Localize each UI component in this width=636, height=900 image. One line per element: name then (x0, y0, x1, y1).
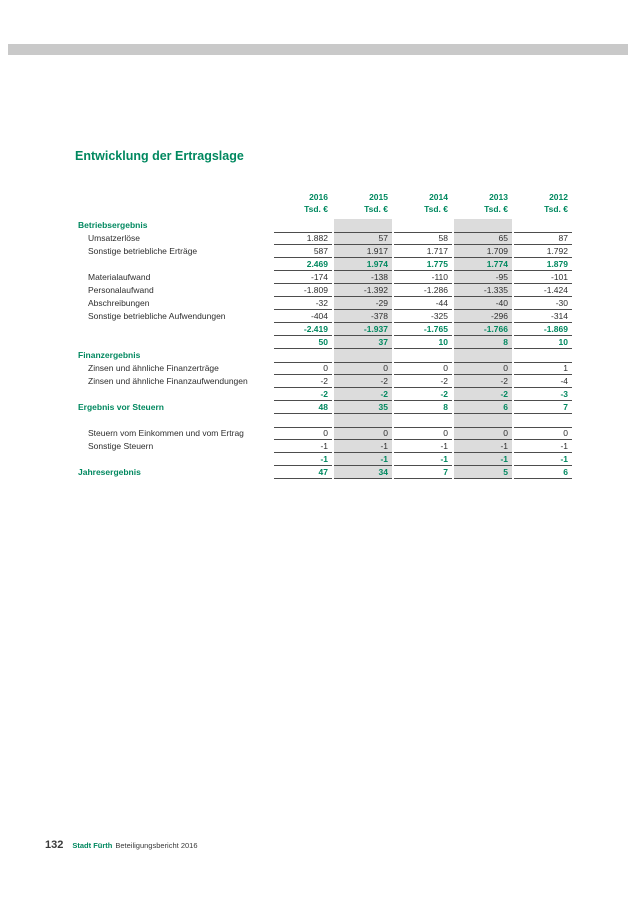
value-cell: 6 (514, 466, 572, 479)
row-label: Abschreibungen (88, 298, 150, 309)
value-cell: -1.424 (514, 284, 572, 297)
table-row (78, 349, 572, 362)
value-cell: 34 (334, 466, 392, 479)
page-title: Entwicklung der Ertragslage (75, 149, 244, 163)
row-label: Sonstige betriebliche Aufwendungen (88, 311, 226, 322)
value-cell: 0 (394, 427, 452, 440)
value-cell: 2.469 (274, 258, 332, 271)
value-cell: 0 (454, 427, 512, 440)
row-label-empty (78, 258, 272, 271)
table-row (78, 362, 572, 375)
year-header: 2015 (369, 191, 388, 202)
value-cell: 0 (394, 362, 452, 375)
row-label: Zinsen und ähnliche Finanzerträge (88, 363, 219, 374)
empty-cell (454, 349, 512, 362)
value-cell: -2 (334, 388, 392, 401)
table-row (78, 271, 572, 284)
empty-cell (274, 219, 332, 232)
row-label: Zinsen und ähnliche Finanzaufwendungen (88, 376, 248, 387)
value-cell: -2 (394, 375, 452, 388)
empty-cell (454, 414, 512, 427)
row-label: Sonstige betriebliche Erträge (88, 246, 198, 257)
value-cell: -2.419 (274, 323, 332, 336)
empty-cell (514, 349, 572, 362)
row-label-empty (78, 336, 272, 349)
value-cell: -40 (454, 297, 512, 310)
value-cell: -44 (394, 297, 452, 310)
table-row (78, 232, 572, 245)
value-cell: 10 (514, 336, 572, 349)
value-cell: -296 (454, 310, 512, 323)
value-cell: 87 (514, 232, 572, 245)
year-header: 2016 (309, 191, 328, 202)
value-cell: 35 (334, 401, 392, 414)
value-cell: 0 (454, 362, 512, 375)
value-cell: -1.392 (334, 284, 392, 297)
table-row (78, 388, 572, 401)
value-cell: 1.882 (274, 232, 332, 245)
value-cell: 7 (514, 401, 572, 414)
value-cell: -2 (334, 375, 392, 388)
table-row (78, 245, 572, 258)
value-cell: -3 (514, 388, 572, 401)
value-cell: -2 (274, 375, 332, 388)
value-cell: -378 (334, 310, 392, 323)
empty-cell (274, 414, 332, 427)
value-cell: -1 (274, 453, 332, 466)
table-row (78, 440, 572, 453)
value-cell: -2 (454, 388, 512, 401)
value-cell: -1.765 (394, 323, 452, 336)
value-cell: -138 (334, 271, 392, 284)
value-cell: -95 (454, 271, 512, 284)
value-cell: -2 (394, 388, 452, 401)
empty-cell (514, 219, 572, 232)
header-bar (8, 44, 628, 55)
table-row (78, 375, 572, 388)
row-label: Sonstige Steuern (88, 441, 154, 452)
value-cell: 1.774 (454, 258, 512, 271)
value-cell: 1.717 (394, 245, 452, 258)
value-cell: -2 (274, 388, 332, 401)
row-label-empty (78, 388, 272, 401)
year-header: 2014 (429, 191, 448, 202)
value-cell: 1.792 (514, 245, 572, 258)
value-cell: -174 (274, 271, 332, 284)
empty-cell (334, 414, 392, 427)
table-row (78, 258, 572, 271)
value-cell: 1.775 (394, 258, 452, 271)
table-row (78, 336, 572, 349)
page-number: 132 (45, 839, 64, 851)
table-row (78, 310, 572, 323)
table-row (78, 219, 572, 232)
row-label-empty (78, 323, 272, 336)
table-corner (78, 191, 272, 203)
empty-cell (454, 219, 512, 232)
value-cell: -325 (394, 310, 452, 323)
row-label: Umsatzerlöse (88, 233, 140, 244)
empty-cell (274, 349, 332, 362)
value-cell: -1.766 (454, 323, 512, 336)
table-row (78, 401, 572, 414)
value-cell: -1 (454, 453, 512, 466)
value-cell: -1 (514, 440, 572, 453)
value-cell: 1.879 (514, 258, 572, 271)
value-cell: 6 (454, 401, 512, 414)
value-cell: -1 (334, 440, 392, 453)
row-label: Materialaufwand (88, 272, 151, 283)
value-cell: -1.286 (394, 284, 452, 297)
table-row (78, 323, 572, 336)
value-cell: -314 (514, 310, 572, 323)
table-row (78, 466, 572, 479)
value-cell: -101 (514, 271, 572, 284)
unit-label: Tsd. € (304, 203, 328, 214)
empty-cell (514, 414, 572, 427)
value-cell: -32 (274, 297, 332, 310)
value-cell: 1.709 (454, 245, 512, 258)
value-cell: 47 (274, 466, 332, 479)
footer-brand: Stadt Fürth (72, 841, 113, 850)
row-label-empty (78, 414, 272, 427)
value-cell: -1 (274, 440, 332, 453)
value-cell: 0 (514, 427, 572, 440)
value-cell: 7 (394, 466, 452, 479)
year-header: 2013 (489, 191, 508, 202)
year-header: 2012 (549, 191, 568, 202)
value-cell: 50 (274, 336, 332, 349)
value-cell: -1 (394, 440, 452, 453)
table-corner (78, 203, 272, 215)
unit-label: Tsd. € (484, 203, 508, 214)
value-cell: 48 (274, 401, 332, 414)
table-row (78, 427, 572, 440)
value-cell: -29 (334, 297, 392, 310)
value-cell: -404 (274, 310, 332, 323)
value-cell: 57 (334, 232, 392, 245)
value-cell: 0 (274, 427, 332, 440)
unit-label: Tsd. € (364, 203, 388, 214)
row-label: Steuern vom Einkommen und vom Ertrag (88, 428, 244, 439)
unit-label: Tsd. € (544, 203, 568, 214)
footer (45, 839, 198, 851)
table-row (78, 203, 572, 215)
value-cell: 1.974 (334, 258, 392, 271)
value-cell: -1 (454, 440, 512, 453)
row-label-empty (78, 453, 272, 466)
unit-label: Tsd. € (424, 203, 448, 214)
row-label: Ergebnis vor Steuern (78, 402, 164, 413)
value-cell: 0 (274, 362, 332, 375)
table-row (78, 414, 572, 427)
value-cell: 0 (334, 362, 392, 375)
value-cell: -1 (394, 453, 452, 466)
value-cell: 5 (454, 466, 512, 479)
value-cell: 0 (334, 427, 392, 440)
value-cell: 8 (394, 401, 452, 414)
value-cell: -2 (454, 375, 512, 388)
value-cell: 37 (334, 336, 392, 349)
row-label: Finanzergebnis (78, 350, 141, 361)
value-cell: -1.937 (334, 323, 392, 336)
row-label: Jahresergebnis (78, 467, 141, 478)
value-cell: 1.917 (334, 245, 392, 258)
table-row (78, 453, 572, 466)
value-cell: -110 (394, 271, 452, 284)
row-label: Betriebsergebnis (78, 220, 148, 231)
value-cell: -4 (514, 375, 572, 388)
table-row (78, 284, 572, 297)
value-cell: -1.869 (514, 323, 572, 336)
row-label: Personalaufwand (88, 285, 154, 296)
empty-cell (334, 349, 392, 362)
value-cell: 65 (454, 232, 512, 245)
value-cell: 587 (274, 245, 332, 258)
table-row (78, 191, 572, 203)
empty-cell (394, 219, 452, 232)
footer-report-title: Beteiligungsbericht 2016 (115, 841, 198, 850)
value-cell: -1 (514, 453, 572, 466)
empty-cell (394, 349, 452, 362)
value-cell: 1 (514, 362, 572, 375)
value-cell: 8 (454, 336, 512, 349)
earnings-table (78, 191, 572, 479)
empty-cell (394, 414, 452, 427)
empty-cell (334, 219, 392, 232)
value-cell: 10 (394, 336, 452, 349)
value-cell: -1.335 (454, 284, 512, 297)
value-cell: -1 (334, 453, 392, 466)
value-cell: -1.809 (274, 284, 332, 297)
value-cell: 58 (394, 232, 452, 245)
value-cell: -30 (514, 297, 572, 310)
table-row (78, 297, 572, 310)
